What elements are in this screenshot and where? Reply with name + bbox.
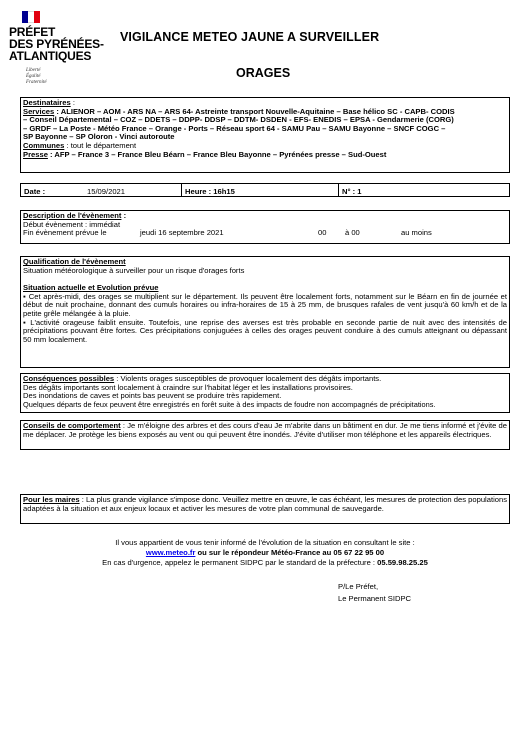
qualification-box (20, 256, 510, 368)
divider (181, 184, 182, 196)
logo-line: DES PYRÉNÉES- (9, 37, 104, 51)
destinataires-suffix: : (70, 98, 75, 107)
footer-urgence: En cas d'urgence, appelez le permanent SIDPC par le standard de la préfecture : (102, 558, 376, 567)
footer-urgence-row (20, 558, 510, 568)
presse-label: Presse (23, 149, 48, 159)
numero-label: N° : 1 (342, 187, 362, 196)
bullet-icon: ▪ (23, 291, 29, 301)
fin-heure: 00 (318, 228, 327, 238)
services-label: Services (23, 106, 55, 116)
footer-contact-row (20, 548, 510, 558)
footer-repondeur: ou sur le répondeur Météo-France au 05 67 22 95 00 (195, 548, 385, 557)
services-line: – Conseil Départemental – COZ – DDETS – DDPP- DDSP – DDTM- DSDEN - EFS- ENEDIS – EPSA - Gendarmerie (CORG) (23, 115, 454, 125)
presse-text: : AFP – France 3 – France Bleu Béarn – France Bleu Bayonne – Pyrénées presse – Sud-Ouest (47, 149, 387, 159)
communes-label: Communes (23, 140, 65, 150)
date-label: Date : (24, 187, 46, 196)
qualification-text: Situation météorologique à surveiller pour un risque d'orages forts (23, 265, 245, 275)
description-suffix: : (121, 211, 127, 220)
motto-line: Égalité (26, 74, 41, 79)
consequences-box (20, 373, 510, 413)
page-title: VIGILANCE METEO JAUNE A SURVEILLER (120, 30, 380, 44)
situation-bullet-1 (23, 293, 507, 319)
conseils-box (20, 420, 510, 450)
description-label: Description de l'évènement (23, 211, 122, 220)
debut-evenement: Début évènement : immédiat (23, 219, 121, 229)
signature-block (338, 581, 411, 605)
page-subtitle: ORAGES (236, 66, 291, 80)
logo-line: PRÉFET (9, 25, 56, 39)
divider (338, 184, 339, 196)
fin-evenement-row (23, 229, 507, 238)
qualification-label: Qualification de l'évènement (23, 257, 126, 266)
fin-au-moins: au moins (401, 228, 432, 238)
prefecture-logo-text (9, 26, 104, 62)
footer-phone: 05.59.98.25.25 (375, 558, 428, 567)
bullet-text: L'activité orageuse faiblit ensuite. Toutefois, une reprise des averses est très probable en seconde partie de nuit avec des intensités de précipitations pouvant être fortes. Ces précipitations conjuguées à celles des orages peuvent conduire à des cumuls atteignant ou dépassant 50 mm localement. (23, 317, 507, 344)
motto-line: Liberté (26, 68, 41, 73)
logo-line: ATLANTIQUES (9, 49, 92, 63)
consequences-line: : Violents orages susceptibles de provoquer localement des dégâts importants. (114, 374, 382, 383)
fin-date: jeudi 16 septembre 2021 (140, 228, 224, 238)
consequences-label: Conséquences possibles (23, 374, 115, 383)
description-box (20, 210, 510, 244)
heure-label: Heure : 16h15 (185, 187, 235, 196)
services-line: – GRDF – La Poste - Météo France – Orange - Ports – Réseau sport 64 - SAMU Pau – SAMU Bayonne – SNCF COGC – (23, 123, 446, 133)
destinataires-box (20, 97, 510, 173)
maires-text: : La plus grande vigilance s'impose donc. Veuillez mettre en œuvre, le cas échéant, les mesures de protection des populations adaptées à la situation et aux enjeux locaux et activer les mesures de votre plan communal de sauvegarde. (23, 495, 508, 513)
meteo-link[interactable]: www.meteo.fr (145, 548, 196, 557)
destinataires-label: Destinataires (23, 98, 71, 107)
signature-line: P/Le Préfet, (338, 582, 379, 591)
conseils-label: Conseils de comportement (23, 421, 121, 430)
motto-line: Fraternité (26, 80, 47, 85)
date-value: 15/09/2021 (87, 187, 126, 196)
situation-label: Situation actuelle et Evolution prévue (23, 283, 159, 293)
services-line: SP Bayonne – SP Oloron - Vinci autoroute (23, 132, 175, 142)
bullet-text: Cet après-midi, des orages se multiplient sur le département. Ils peuvent être localement forts, notamment sur le Béarn en fin de journée et début de nuit prochaine, donnant des cumuls horaires ou infra-horaires de 15 à 25 mm, de brusques rafales de vent jusqu'à 60 km/h et de la petite grêle mélangée à la pluie. (23, 291, 507, 318)
signature-line: Le Permanent SIDPC (338, 594, 412, 603)
communes-text: : tout le département (64, 140, 137, 150)
services-line: : ALIENOR – AOM - ARS NA – ARS 64- Astreinte transport Nouvelle-Aquitaine – Base hélico SC - CAPB- CODIS (54, 106, 455, 116)
meta-bar (20, 183, 510, 197)
conseils-text: : Je m'éloigne des arbres et des cours d'eau Je m'abrite dans un bâtiment en dur. Je me tiens informé et j'évite de me déplacer. Je protège les biens exposés au vent ou qui peuvent être inondés. J'évite d'utiliser mon téléphone et les appareils électriques. (23, 421, 507, 439)
maires-label: Pour les maires (23, 495, 80, 504)
fin-a: à 00 (345, 228, 360, 238)
consequences-line: Des dégâts importants sont localement à craindre sur l'habitat léger et les installations provisoires. (23, 382, 353, 392)
footer (20, 538, 510, 568)
footer-info: Il vous appartient de vous tenir informé de l'évolution de la situation en consultant le site : (115, 538, 415, 547)
republic-motto (26, 68, 47, 86)
maires-box (20, 494, 510, 524)
consequences-line: Des inondations de caves et points bas peuvent se produire très rapidement. (23, 391, 282, 401)
french-flag-logo (22, 11, 40, 23)
fin-label: Fin évènement prévue le (23, 228, 107, 238)
bullet-icon: ▪ (23, 317, 31, 327)
consequences-line: Quelques départs de feux peuvent être enregistrés en forêt suite à des impacts de foudre non accompagnés de précipitations. (23, 399, 436, 409)
situation-bullet-2 (23, 319, 507, 345)
flag-red-stripe (34, 11, 40, 23)
